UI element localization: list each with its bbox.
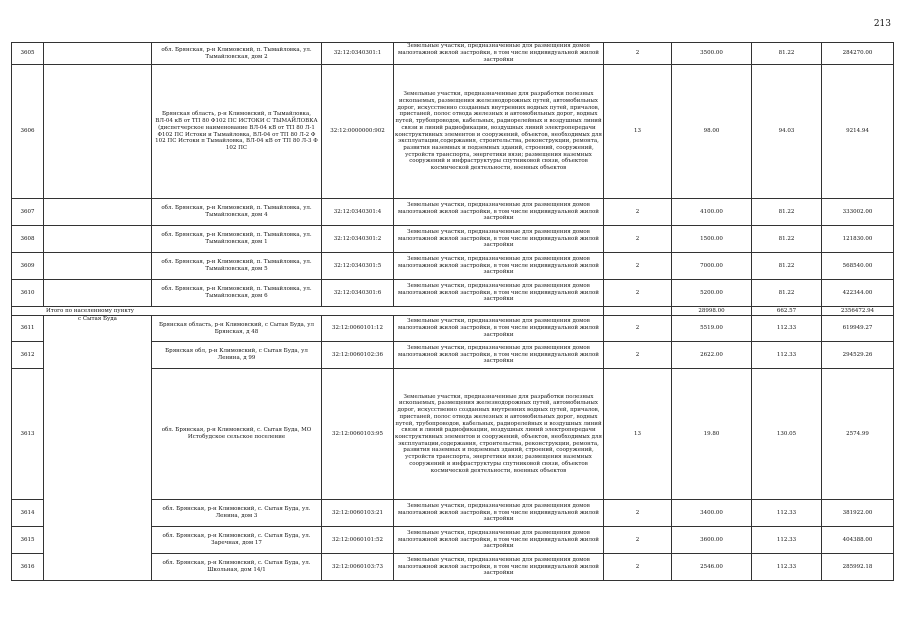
group-cell: 2 xyxy=(604,527,672,554)
area-cell: 19.80 xyxy=(672,369,752,500)
table-row xyxy=(12,226,894,253)
area-cell: 2622.00 xyxy=(672,342,752,369)
address-cell: Брянская область, р-н Климовский, п Тымайловка, ВЛ-04 кВ от ТП 80 Ф102 ПС ИСТОКИ С ТЫМАЙЛОВКА (диспетчерское наименование ВЛ-04 кВ от ТП 80 Л-1 Ф102 ПС Истоки и Тымайловка, ВЛ-04 от ТП 80 Л-2 Ф 102 ПС Истоки п Тымайловка, ВЛ-04 кВ от ТП 80 Л-3 Ф 102 ПС xyxy=(152,65,322,199)
table-row xyxy=(12,65,894,199)
value-cell: 9214.94 xyxy=(822,65,894,199)
land-use-cell: Земельные участки, предназначенные для размещения домов малоэтажной жилой застройки, в том числе индивидуальной жилой застройки xyxy=(394,342,604,369)
cadastral-number: 32:12:0000000:902 xyxy=(322,65,394,199)
rate-cell: 81.22 xyxy=(752,226,822,253)
group-cell: 2 xyxy=(604,199,672,226)
rate-cell: 81.22 xyxy=(752,43,822,65)
value-cell: 568540.00 xyxy=(822,253,894,280)
row-number: 3608 xyxy=(12,226,44,253)
rate-cell: 112.33 xyxy=(752,316,822,342)
row-number: 3616 xyxy=(12,554,44,581)
page-number: 213 xyxy=(873,19,891,29)
address-cell: обл. Брянская, р-н Климовский, с. Сытая Буда, ул. Ленина, дом 3 xyxy=(152,500,322,527)
row-number: 3610 xyxy=(12,280,44,307)
address-cell: обл. Брянская, р-н Климовский, с. Сытая Буда, ул. Школьная, дом 14/1 xyxy=(152,554,322,581)
value-cell: 404388.00 xyxy=(822,527,894,554)
cadastral-number: 32:12:0340301:6 xyxy=(322,280,394,307)
address-cell: обл. Брянская, р-н Климовский, с. Сытая Буда, МО Истобудское сельское поселение xyxy=(152,369,322,500)
cadastral-number: 32:12:0060101:52 xyxy=(322,527,394,554)
value-cell: 284270.00 xyxy=(822,43,894,65)
area-cell: 98.00 xyxy=(672,65,752,199)
settlement-name: с Сытая Буда xyxy=(44,316,152,581)
area-cell: 3600.00 xyxy=(672,527,752,554)
row-number: 3615 xyxy=(12,527,44,554)
settlement-cell xyxy=(44,199,152,226)
cadastral-number: 32:12:0060102:36 xyxy=(322,342,394,369)
group-cell: 2 xyxy=(604,280,672,307)
land-use-cell: Земельные участки, предназначенные для размещения домов малоэтажной жилой застройки, в том числе индивидуальной жилой застройки xyxy=(394,280,604,307)
table-row xyxy=(12,199,894,226)
subtotal-area: 28998.00 xyxy=(672,307,752,316)
group-cell: 2 xyxy=(604,43,672,65)
subtotal-value: 2356472.94 xyxy=(822,307,894,316)
value-cell: 381922.00 xyxy=(822,500,894,527)
row-number: 3607 xyxy=(12,199,44,226)
rate-cell: 112.33 xyxy=(752,554,822,581)
table-row xyxy=(12,316,894,342)
settlement-cell xyxy=(44,280,152,307)
cadastral-number: 32:12:0340301:4 xyxy=(322,199,394,226)
land-use-cell: Земельные участки, предназначенные для разработки полезных ископаемых, размещения железнодорожных путей, автомобильных дорог, искусственно созданных внутренних водных путей, причалов, пристаней, полос отвода железных и автомобильных дорог, водных путей, трубопроводов, кабельных, радиорелейных и воздушных линий связи и линий радиофикации, воздушных линий электропередачи конструктивных элементов и сооружений, объектов, необходимых для эксплуатации,содержания, строительства, реконструкции, ремонта, развития наземных и подземных зданий, строений, сооружений, устройств транспорта, энергетики вязи; размещения наземных сооружений и инфраструктуры спутниковой связи, объектов космической деятельности, военных объектов xyxy=(394,369,604,500)
rate-cell: 112.33 xyxy=(752,342,822,369)
address-cell: обл. Брянская, р-н Климовский, с. Сытая Буда, ул. Заречная, дом 17 xyxy=(152,527,322,554)
area-cell: 3400.00 xyxy=(672,500,752,527)
cadastral-number: 32:12:0060103:73 xyxy=(322,554,394,581)
rate-cell: 81.22 xyxy=(752,280,822,307)
group-cell: 2 xyxy=(604,253,672,280)
cadastral-number: 32:12:0060101:12 xyxy=(322,316,394,342)
rate-cell: 112.33 xyxy=(752,500,822,527)
rate-cell: 81.22 xyxy=(752,253,822,280)
land-use-cell: Земельные участки, предназначенные для размещения домов малоэтажной жилой застройки, в том числе индивидуальной жилой застройки xyxy=(394,316,604,342)
value-cell: 121830.00 xyxy=(822,226,894,253)
land-use-cell: Земельные участки, предназначенные для размещения домов малоэтажной жилой застройки, в том числе индивидуальной жилой застройки xyxy=(394,253,604,280)
land-use-cell: Земельные участки, предназначенные для размещения домов малоэтажной жилой застройки, в том числе индивидуальной жилой застройки xyxy=(394,199,604,226)
area-cell: 5200.00 xyxy=(672,280,752,307)
rate-cell: 130.05 xyxy=(752,369,822,500)
rate-cell: 94.03 xyxy=(752,65,822,199)
group-cell: 2 xyxy=(604,554,672,581)
settlement-cell xyxy=(44,253,152,280)
group-cell: 13 xyxy=(604,65,672,199)
area-cell: 4100.00 xyxy=(672,199,752,226)
value-cell: 619949.27 xyxy=(822,316,894,342)
row-number: 3611 xyxy=(12,316,44,342)
table-row xyxy=(12,280,894,307)
subtotal-rate: 662.57 xyxy=(752,307,822,316)
subtotal-row xyxy=(12,307,894,316)
land-use-cell: Земельные участки, предназначенные для размещения домов малоэтажной жилой застройки, в том числе индивидуальной жилой застройки xyxy=(394,226,604,253)
area-cell: 1500.00 xyxy=(672,226,752,253)
area-cell: 7000.00 xyxy=(672,253,752,280)
land-use-cell: Земельные участки, предназначенные для размещения домов малоэтажной жилой застройки, в том числе индивидуальной жилой застройки xyxy=(394,554,604,581)
address-cell: Брянская обл, р-н Климовский, с Сытая Буда, ул Ленина, д 99 xyxy=(152,342,322,369)
group-cell: 2 xyxy=(604,500,672,527)
group-cell: 2 xyxy=(604,342,672,369)
area-cell: 2546.00 xyxy=(672,554,752,581)
group-cell: 2 xyxy=(604,316,672,342)
land-use-cell: Земельные участки, предназначенные для размещения домов малоэтажной жилой застройки, в том числе индивидуальной жилой застройки xyxy=(394,527,604,554)
row-number: 3613 xyxy=(12,369,44,500)
group-cell: 2 xyxy=(604,226,672,253)
rate-cell: 81.22 xyxy=(752,199,822,226)
value-cell: 294529.26 xyxy=(822,342,894,369)
area-cell: 5519.00 xyxy=(672,316,752,342)
cadastral-number: 32:12:0340301:5 xyxy=(322,253,394,280)
row-number: 3605 xyxy=(12,43,44,65)
value-cell: 2574.99 xyxy=(822,369,894,500)
subtotal-label: Итого по населенному пункту xyxy=(12,307,604,316)
settlement-cell xyxy=(44,43,152,65)
table-row xyxy=(12,253,894,280)
address-cell: обл. Брянская, р-н Климовский, п. Тымайловка, ул. Тымайловская, дом 6 xyxy=(152,280,322,307)
settlement-cell xyxy=(44,65,152,199)
land-use-cell: Земельные участки, предназначенные для размещения домов малоэтажной жилой застройки, в том числе индивидуальной жилой застройки xyxy=(394,43,604,65)
cadastral-number: 32:12:0340301:2 xyxy=(322,226,394,253)
land-use-cell: Земельные участки, предназначенные для разработки полезных ископаемых, размещения железнодорожных путей, автомобильных дорог, искусственно созданных внутренних водных путей, причалов, пристаней, полос отвода железных и автомобильных дорог, водных путей, трубопроводов, кабельных, радиорелейных и воздушных линий связи и линий радиофикации, воздушных линий электропередачи конструктивных элементов и сооружений, объектов, необходимых для эксплуатации,содержания, строительства, реконструкции, ремонта, развития наземных и подземных зданий, строений, сооружений, устройств транспорта, энергетики вязи; размещения наземных сооружений и инфраструктуры спутниковой связи, объектов космической деятельности, военных объектов xyxy=(394,65,604,199)
address-cell: Брянская область, р-н Климовский, с Сытая Буда, ул Брянская, д 48 xyxy=(152,316,322,342)
address-cell: обл. Брянская, р-н Климовский, п. Тымайловка, ул. Тымайловская, дом 2 xyxy=(152,43,322,65)
row-number: 3606 xyxy=(12,65,44,199)
settlement-cell xyxy=(44,226,152,253)
row-number: 3609 xyxy=(12,253,44,280)
table-row xyxy=(12,43,894,65)
value-cell: 422344.00 xyxy=(822,280,894,307)
rate-cell: 112.33 xyxy=(752,527,822,554)
cadastral-number: 32:12:0060103:95 xyxy=(322,369,394,500)
row-number: 3612 xyxy=(12,342,44,369)
land-use-cell: Земельные участки, предназначенные для размещения домов малоэтажной жилой застройки, в том числе индивидуальной жилой застройки xyxy=(394,500,604,527)
cadastral-number: 32:12:0060103:21 xyxy=(322,500,394,527)
address-cell: обл. Брянская, р-н Климовский, п. Тымайловка, ул. Тымайловская, дом 1 xyxy=(152,226,322,253)
group-cell: 13 xyxy=(604,369,672,500)
address-cell: обл. Брянская, р-н Климовский, п. Тымайловка, ул. Тымайловская, дом 5 xyxy=(152,253,322,280)
value-cell: 333002.00 xyxy=(822,199,894,226)
address-cell: обл. Брянская, р-н Климовский, п. Тымайловка, ул. Тымайловская, дом 4 xyxy=(152,199,322,226)
land-cadastral-table xyxy=(11,42,894,581)
area-cell: 3500.00 xyxy=(672,43,752,65)
cadastral-number: 32:12:0340301:1 xyxy=(322,43,394,65)
row-number: 3614 xyxy=(12,500,44,527)
value-cell: 285992.18 xyxy=(822,554,894,581)
